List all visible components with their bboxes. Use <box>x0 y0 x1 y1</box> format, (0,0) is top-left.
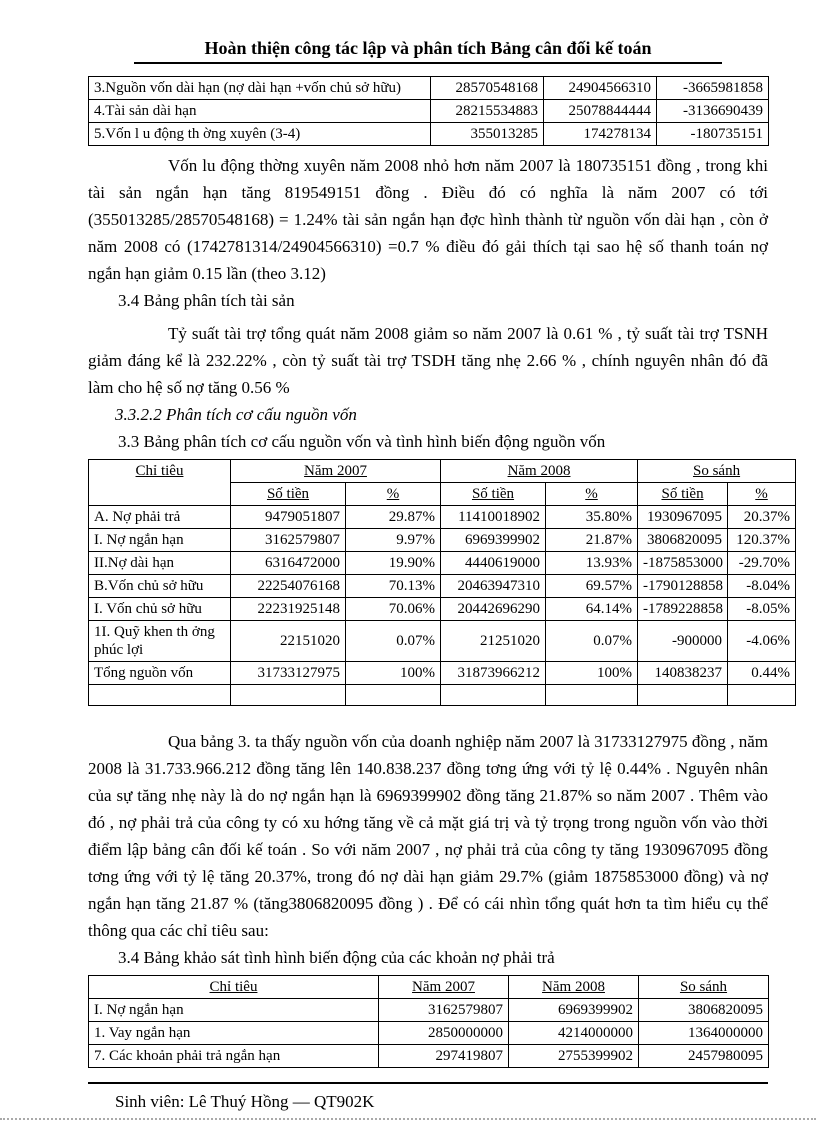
cell-value: 140838237 <box>638 662 728 685</box>
cell-value: 9479051807 <box>231 506 346 529</box>
cell-value: 1364000000 <box>639 1022 769 1045</box>
table-row <box>89 1045 769 1068</box>
row-label: 1I. Quỹ khen th ởng phúc lợi <box>89 621 231 662</box>
empty-cell <box>441 685 546 706</box>
row-label: I. Nợ ngắn hạn <box>89 999 379 1022</box>
cell-value: -1790128858 <box>638 575 728 598</box>
cell-change: -3136690439 <box>657 100 769 123</box>
empty-cell <box>638 685 728 706</box>
cell-value: -8.05% <box>728 598 796 621</box>
cell-value: 3162579807 <box>379 999 509 1022</box>
heading-asset-analysis: 3.4 Bảng phân tích tài sản <box>118 291 295 310</box>
table-row <box>89 662 796 685</box>
cell-value: 6316472000 <box>231 552 346 575</box>
subheader-percent <box>546 483 638 506</box>
column-header-label: Năm 2008 <box>507 463 571 479</box>
cell-year2007: 355013285 <box>431 123 544 146</box>
cell-value: 3806820095 <box>639 999 769 1022</box>
subheader-label: Số tiền <box>661 486 704 502</box>
table-row <box>89 77 769 100</box>
heading-capital-structure-table: 3.3 Bảng phân tích cơ cấu nguồn vốn và tình hình biến động nguồn vốn <box>118 432 606 451</box>
footer-student-info: Sinh viên: Lê Thuý Hồng — QT902K <box>115 1092 375 1111</box>
row-label: 5.Vốn l u động th ờng xuyên (3-4) <box>89 123 431 146</box>
cell-year2008: 174278134 <box>544 123 657 146</box>
column-header-label: So sánh <box>679 979 728 995</box>
cell-value: -1875853000 <box>638 552 728 575</box>
subheader-label: % <box>386 486 400 502</box>
column-header-label: Năm 2008 <box>542 979 605 995</box>
column-header-criteria <box>89 460 231 506</box>
table-row <box>89 575 796 598</box>
empty-cell <box>728 685 796 706</box>
cell-value: 0.44% <box>728 662 796 685</box>
table-header-row <box>89 976 769 999</box>
cell-value: 100% <box>546 662 638 685</box>
column-header-label: Chỉ tiêu <box>135 463 184 479</box>
cell-year2008: 24904566310 <box>544 77 657 100</box>
table-row-empty <box>89 685 796 706</box>
cell-value: 20.37% <box>728 506 796 529</box>
cell-value: 31873966212 <box>441 662 546 685</box>
subheader-amount <box>441 483 546 506</box>
subheader-amount <box>638 483 728 506</box>
cell-value: 21.87% <box>546 529 638 552</box>
cell-value: 6969399902 <box>509 999 639 1022</box>
row-label: A. Nợ phải trả <box>89 506 231 529</box>
cell-value: 22254076168 <box>231 575 346 598</box>
cell-value: 21251020 <box>441 621 546 662</box>
spacer <box>88 706 768 722</box>
cell-value: 35.80% <box>546 506 638 529</box>
cell-value: 297419807 <box>379 1045 509 1068</box>
paragraph-funding-ratios: Tỷ suất tài trợ tổng quát năm 2008 giảm so năm 2007 là 0.61 % , tỷ suất tài trợ TSNH giảm đáng kể là 232.22% , còn tỷ suất tài trợ TSDH tăng nhẹ 2.66 % , chính nguyên nhân đó đã làm cho hệ số nợ tăng 0.56 % <box>88 324 768 397</box>
footer <box>88 1082 768 1112</box>
table-row <box>89 999 769 1022</box>
cell-value: 9.97% <box>346 529 441 552</box>
column-header-year2007 <box>379 976 509 999</box>
cell-value: 2755399902 <box>509 1045 639 1068</box>
cell-value: 69.57% <box>546 575 638 598</box>
working-capital-table <box>88 76 769 146</box>
liabilities-table <box>88 975 769 1068</box>
paragraph-capital-analysis: Qua bảng 3. ta thấy nguồn vốn của doanh nghiệp năm 2007 là 31733127975 đồng , năm 2008 là 31.733.966.212 đồng tăng lên 140.838.237 đồng tơng ứng với tỷ lệ 0.44% . Nguyên nhân của sự tăng nhẹ này là do nợ ngắn hạn là 6969399902 đồng tăng 21.87% so năm 2007 . Thêm vào đó , nợ phải trả của công ty có xu hớng tăng về cả mặt giá trị và tỷ trọng trong nguồn vốn vào thời điểm lập bảng cân đối kế toán . So với năm 2007 , nợ phải trả của công ty tăng 1930967095 đồng tơng ứng với tỷ lệ tăng 20.37%, trong đó nợ dài hạn giảm 29.7% (giảm 1875853000 đồng) và nợ ngắn hạn tăng 21.87 % (tăng3806820095 đồng ) . Để có cái nhìn tổng quát hơn ta tìm hiểu cụ thể thông qua các chỉ tiêu sau: <box>88 732 768 940</box>
cell-value: 2850000000 <box>379 1022 509 1045</box>
page-break-indicator <box>0 1118 816 1120</box>
cell-value: 1930967095 <box>638 506 728 529</box>
capital-structure-table <box>88 459 796 706</box>
row-label: 3.Nguồn vốn dài hạn (nợ dài hạn +vốn chủ sở hữu) <box>89 77 431 100</box>
table-row <box>89 552 796 575</box>
cell-value: 4440619000 <box>441 552 546 575</box>
cell-value: 100% <box>346 662 441 685</box>
cell-value: 6969399902 <box>441 529 546 552</box>
heading-capital-structure-section: 3.3.2.2 Phân tích cơ cấu nguồn vốn <box>115 405 357 424</box>
row-label: 7. Các khoản phải trả ngắn hạn <box>89 1045 379 1068</box>
column-header-comparison <box>639 976 769 999</box>
column-header-label: Năm 2007 <box>412 979 475 995</box>
row-label: 1. Vay ngắn hạn <box>89 1022 379 1045</box>
cell-value: -1789228858 <box>638 598 728 621</box>
table-row <box>89 1022 769 1045</box>
cell-value: 0.07% <box>546 621 638 662</box>
column-header-label: Năm 2007 <box>304 463 367 479</box>
cell-value: 11410018902 <box>441 506 546 529</box>
cell-value: 13.93% <box>546 552 638 575</box>
subheader-label: Số tiền <box>266 486 310 502</box>
cell-value: 4214000000 <box>509 1022 639 1045</box>
cell-value: -8.04% <box>728 575 796 598</box>
row-label: I. Nợ ngắn hạn <box>89 529 231 552</box>
subheader-label: % <box>585 486 598 502</box>
column-header-criteria <box>89 976 379 999</box>
column-header-label: So sánh <box>692 463 741 479</box>
cell-value: 3806820095 <box>638 529 728 552</box>
column-header-label: Chỉ tiêu <box>209 979 258 995</box>
subheader-percent <box>346 483 441 506</box>
cell-year2007: 28570548168 <box>431 77 544 100</box>
cell-value: 3162579807 <box>231 529 346 552</box>
subheader-amount <box>231 483 346 506</box>
cell-value: -29.70% <box>728 552 796 575</box>
column-header-comparison <box>638 460 796 483</box>
column-header-year2008 <box>509 976 639 999</box>
subheader-label: Số tiền <box>471 486 515 502</box>
cell-value: 70.13% <box>346 575 441 598</box>
cell-change: -180735151 <box>657 123 769 146</box>
cell-value: -4.06% <box>728 621 796 662</box>
subheader-label: % <box>755 486 768 502</box>
table-row <box>89 100 769 123</box>
cell-value: -900000 <box>638 621 728 662</box>
cell-value: 22231925148 <box>231 598 346 621</box>
cell-value: 22151020 <box>231 621 346 662</box>
table-row <box>89 621 796 662</box>
subheader-percent <box>728 483 796 506</box>
cell-value: 31733127975 <box>231 662 346 685</box>
empty-cell <box>231 685 346 706</box>
table-header-row <box>89 460 796 483</box>
cell-change: -3665981858 <box>657 77 769 100</box>
cell-value: 0.07% <box>346 621 441 662</box>
empty-cell <box>346 685 441 706</box>
cell-value: 70.06% <box>346 598 441 621</box>
row-label: B.Vốn chủ sở hữu <box>89 575 231 598</box>
cell-value: 20442696290 <box>441 598 546 621</box>
column-header-year2007 <box>231 460 441 483</box>
cell-year2007: 28215534883 <box>431 100 544 123</box>
cell-value: 2457980095 <box>639 1045 769 1068</box>
empty-cell <box>89 685 231 706</box>
table-row <box>89 598 796 621</box>
row-label: 4.Tài sản dài hạn <box>89 100 431 123</box>
cell-value: 19.90% <box>346 552 441 575</box>
cell-value: 64.14% <box>546 598 638 621</box>
cell-value: 29.87% <box>346 506 441 529</box>
document-header-title: Hoàn thiện công tác lập và phân tích Bảng cân đối kế toán <box>134 38 722 64</box>
empty-cell <box>546 685 638 706</box>
row-label: II.Nợ dài hạn <box>89 552 231 575</box>
table-row <box>89 529 796 552</box>
row-label: Tổng nguồn vốn <box>89 662 231 685</box>
cell-value: 120.37% <box>728 529 796 552</box>
heading-liabilities-table: 3.4 Bảng khảo sát tình hình biến động của các khoản nợ phải trả <box>118 948 555 967</box>
paragraph-working-capital-analysis: Vốn lu động thờng xuyên năm 2008 nhỏ hơn năm 2007 là 180735151 đồng , trong khi tài sản ngắn hạn tăng 819549151 đồng . Điều đó có nghĩa là năm 2007 có tới (355013285/28570548168) = 1.24% tài sản ngắn hạn đợc hình thành từ nguồn vốn dài hạn , còn ở năm 2008 có (1742781314/24904566310) =0.7 % điều đó gải thích tại sao hệ số thanh toán nợ ngắn hạn giảm 0.15 lần (theo 3.12) <box>88 156 768 283</box>
table-row <box>89 506 796 529</box>
cell-value: 20463947310 <box>441 575 546 598</box>
table-row <box>89 123 769 146</box>
row-label: I. Vốn chủ sở hữu <box>89 598 231 621</box>
column-header-year2008 <box>441 460 638 483</box>
cell-year2008: 25078844444 <box>544 100 657 123</box>
